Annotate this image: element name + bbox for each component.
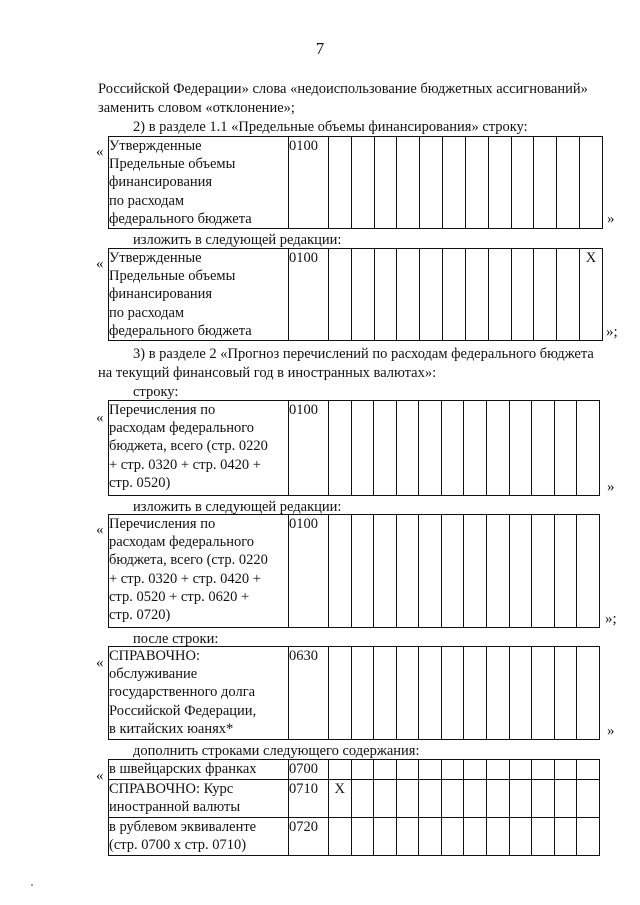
grid-cell [419,780,442,818]
grid-cell [329,647,352,740]
grid-cell [374,249,397,341]
row-label: Утвержденные Предельные объемы финансирования по расходам федерального бюджета [109,137,289,229]
grid-cell [464,760,487,780]
grid-cell [465,137,488,229]
grid-cell [532,818,555,856]
row-label: Перечисления по расходам федерального бюджета, всего (стр. 0220 + стр. 0320 + стр. 0420 + стр. 0520 + стр. 0620 + стр. 0720) [109,515,289,628]
page-number: 7 [315,39,325,58]
grid-cell [441,515,464,628]
close-quote-semicolon: »; [605,611,617,627]
row-label: в швейцарских франках [109,760,289,780]
grid-cell [374,818,397,856]
grid-cell [351,137,374,229]
row-code: 0710 [289,780,329,818]
phrase-izlozhit-1: изложить в следующей редакции: [133,232,342,248]
grid-cell [396,647,419,740]
grid-cell [351,515,374,628]
grid-cell [487,780,510,818]
grid-cell [329,760,352,780]
grid-cell [509,647,532,740]
grid-cell [554,760,577,780]
grid-cell [509,401,532,496]
item-2-heading: 2) в разделе 1.1 «Предельные объемы финансирования» строку: [133,119,528,135]
row-code: 0100 [289,249,329,341]
grid-cell [509,760,532,780]
grid-cell [419,760,442,780]
grid-cell [351,780,374,818]
open-quote: « [96,768,104,784]
grid-cell [374,401,397,496]
grid-cell [487,760,510,780]
grid-cell [464,647,487,740]
row-code: 0700 [289,760,329,780]
grid-cell [441,818,464,856]
grid-cell [396,760,419,780]
intro-line-1: Российской Федерации» слова «недоиспользование бюджетных ассигнований» [98,81,588,97]
intro-line-2: заменить словом «отклонение»; [98,100,295,116]
grid-cell [554,780,577,818]
grid-cell [577,780,600,818]
grid-cell [557,137,580,229]
grid-cell [554,401,577,496]
grid-cell [351,647,374,740]
grid-cell [488,137,511,229]
grid-cell [374,515,397,628]
table-row [109,647,600,740]
grid-cell [534,137,557,229]
grid-cell [396,401,419,496]
grid-cell [487,647,510,740]
row-code: 0100 [289,401,329,496]
row-label: Перечисления по расходам федерального бюджета, всего (стр. 0220 + стр. 0320 + стр. 0420 + стр. 0520) [109,401,289,496]
grid-cell [532,401,555,496]
grid-cell [441,647,464,740]
grid-cell [509,515,532,628]
speck [31,884,33,886]
row-label: Утвержденные Предельные объемы финансирования по расходам федерального бюджета [109,249,289,341]
grid-cell [329,401,352,496]
grid-cell [487,818,510,856]
grid-cell [396,515,419,628]
grid-cell [577,401,600,496]
grid-cell [396,780,419,818]
grid-cell [396,818,419,856]
row-label: в рублевом эквиваленте (стр. 0700 х стр. 0710) [109,818,289,856]
grid-cell [419,515,442,628]
open-quote: « [96,410,104,426]
grid-cell [554,647,577,740]
phrase-posle-stroki: после строки: [133,631,219,647]
table-row [109,515,600,628]
grid-cell [532,760,555,780]
grid-cell [420,249,443,341]
grid-cell [577,818,600,856]
grid-cell [329,249,352,341]
grid-cell [397,249,420,341]
grid-cell [351,249,374,341]
grid-cell [397,137,420,229]
grid-cell [534,249,557,341]
grid-cell [532,515,555,628]
item-3-line-2: на текущий финансовый год в иностранных валютах»: [98,365,437,381]
grid-cell [509,818,532,856]
table-5 [108,646,600,740]
table-2 [108,248,603,341]
grid-cell [351,401,374,496]
grid-cell [441,401,464,496]
table-row [109,780,600,818]
table-1 [108,136,603,229]
table-3 [108,400,600,496]
grid-cell [374,760,397,780]
grid-cell [577,760,600,780]
table-row [109,760,600,780]
grid-cell [554,818,577,856]
grid-cell [532,780,555,818]
grid-cell [420,137,443,229]
grid-cell [351,818,374,856]
grid-cell [509,780,532,818]
grid-cell [464,780,487,818]
grid-cell [554,515,577,628]
table-6 [108,759,600,856]
item-3-line-1: 3) в разделе 2 «Прогноз перечислений по расходам федерального бюджета [133,346,594,362]
grid-cell: X [329,780,352,818]
open-quote: « [96,522,104,538]
grid-cell [464,818,487,856]
row-label: СПРАВОЧНО: обслуживание государственного долга Российской Федерации, в китайских юанях* [109,647,289,740]
grid-cell [374,647,397,740]
grid-cell [465,249,488,341]
grid-cell [487,515,510,628]
grid-cell [464,401,487,496]
grid-cell [577,515,600,628]
grid-cell [419,647,442,740]
close-quote: » [607,211,615,227]
row-label: СПРАВОЧНО: Курс иностранной валюты [109,780,289,818]
grid-cell [419,818,442,856]
row-code: 0100 [289,137,329,229]
grid-cell [441,780,464,818]
open-quote: « [96,655,104,671]
grid-cell [532,647,555,740]
grid-cell: X [580,249,603,341]
grid-cell [443,249,466,341]
open-quote: « [96,256,104,272]
table-row [109,401,600,496]
grid-cell [577,647,600,740]
table-row [109,818,600,856]
grid-cell [419,401,442,496]
grid-cell [441,760,464,780]
open-quote: « [96,144,104,160]
close-quote: » [607,723,615,739]
table-4 [108,514,600,628]
row-code: 0100 [289,515,329,628]
grid-cell [374,780,397,818]
grid-cell [374,137,397,229]
grid-cell [511,137,534,229]
grid-cell [511,249,534,341]
grid-cell [580,137,603,229]
close-quote: » [607,479,615,495]
phrase-izlozhit-2: изложить в следующей редакции: [133,499,342,515]
grid-cell [351,760,374,780]
grid-cell [557,249,580,341]
grid-cell [464,515,487,628]
row-code: 0720 [289,818,329,856]
table-row [109,137,603,229]
grid-cell [329,137,352,229]
grid-cell [487,401,510,496]
grid-cell [443,137,466,229]
grid-cell [488,249,511,341]
close-quote-semicolon: »; [606,324,618,340]
grid-cell [329,818,352,856]
phrase-stroku: строку: [133,384,179,400]
row-code: 0630 [289,647,329,740]
table-row [109,249,603,341]
grid-cell [329,515,352,628]
phrase-dopolnit: дополнить строками следующего содержания: [133,743,420,759]
